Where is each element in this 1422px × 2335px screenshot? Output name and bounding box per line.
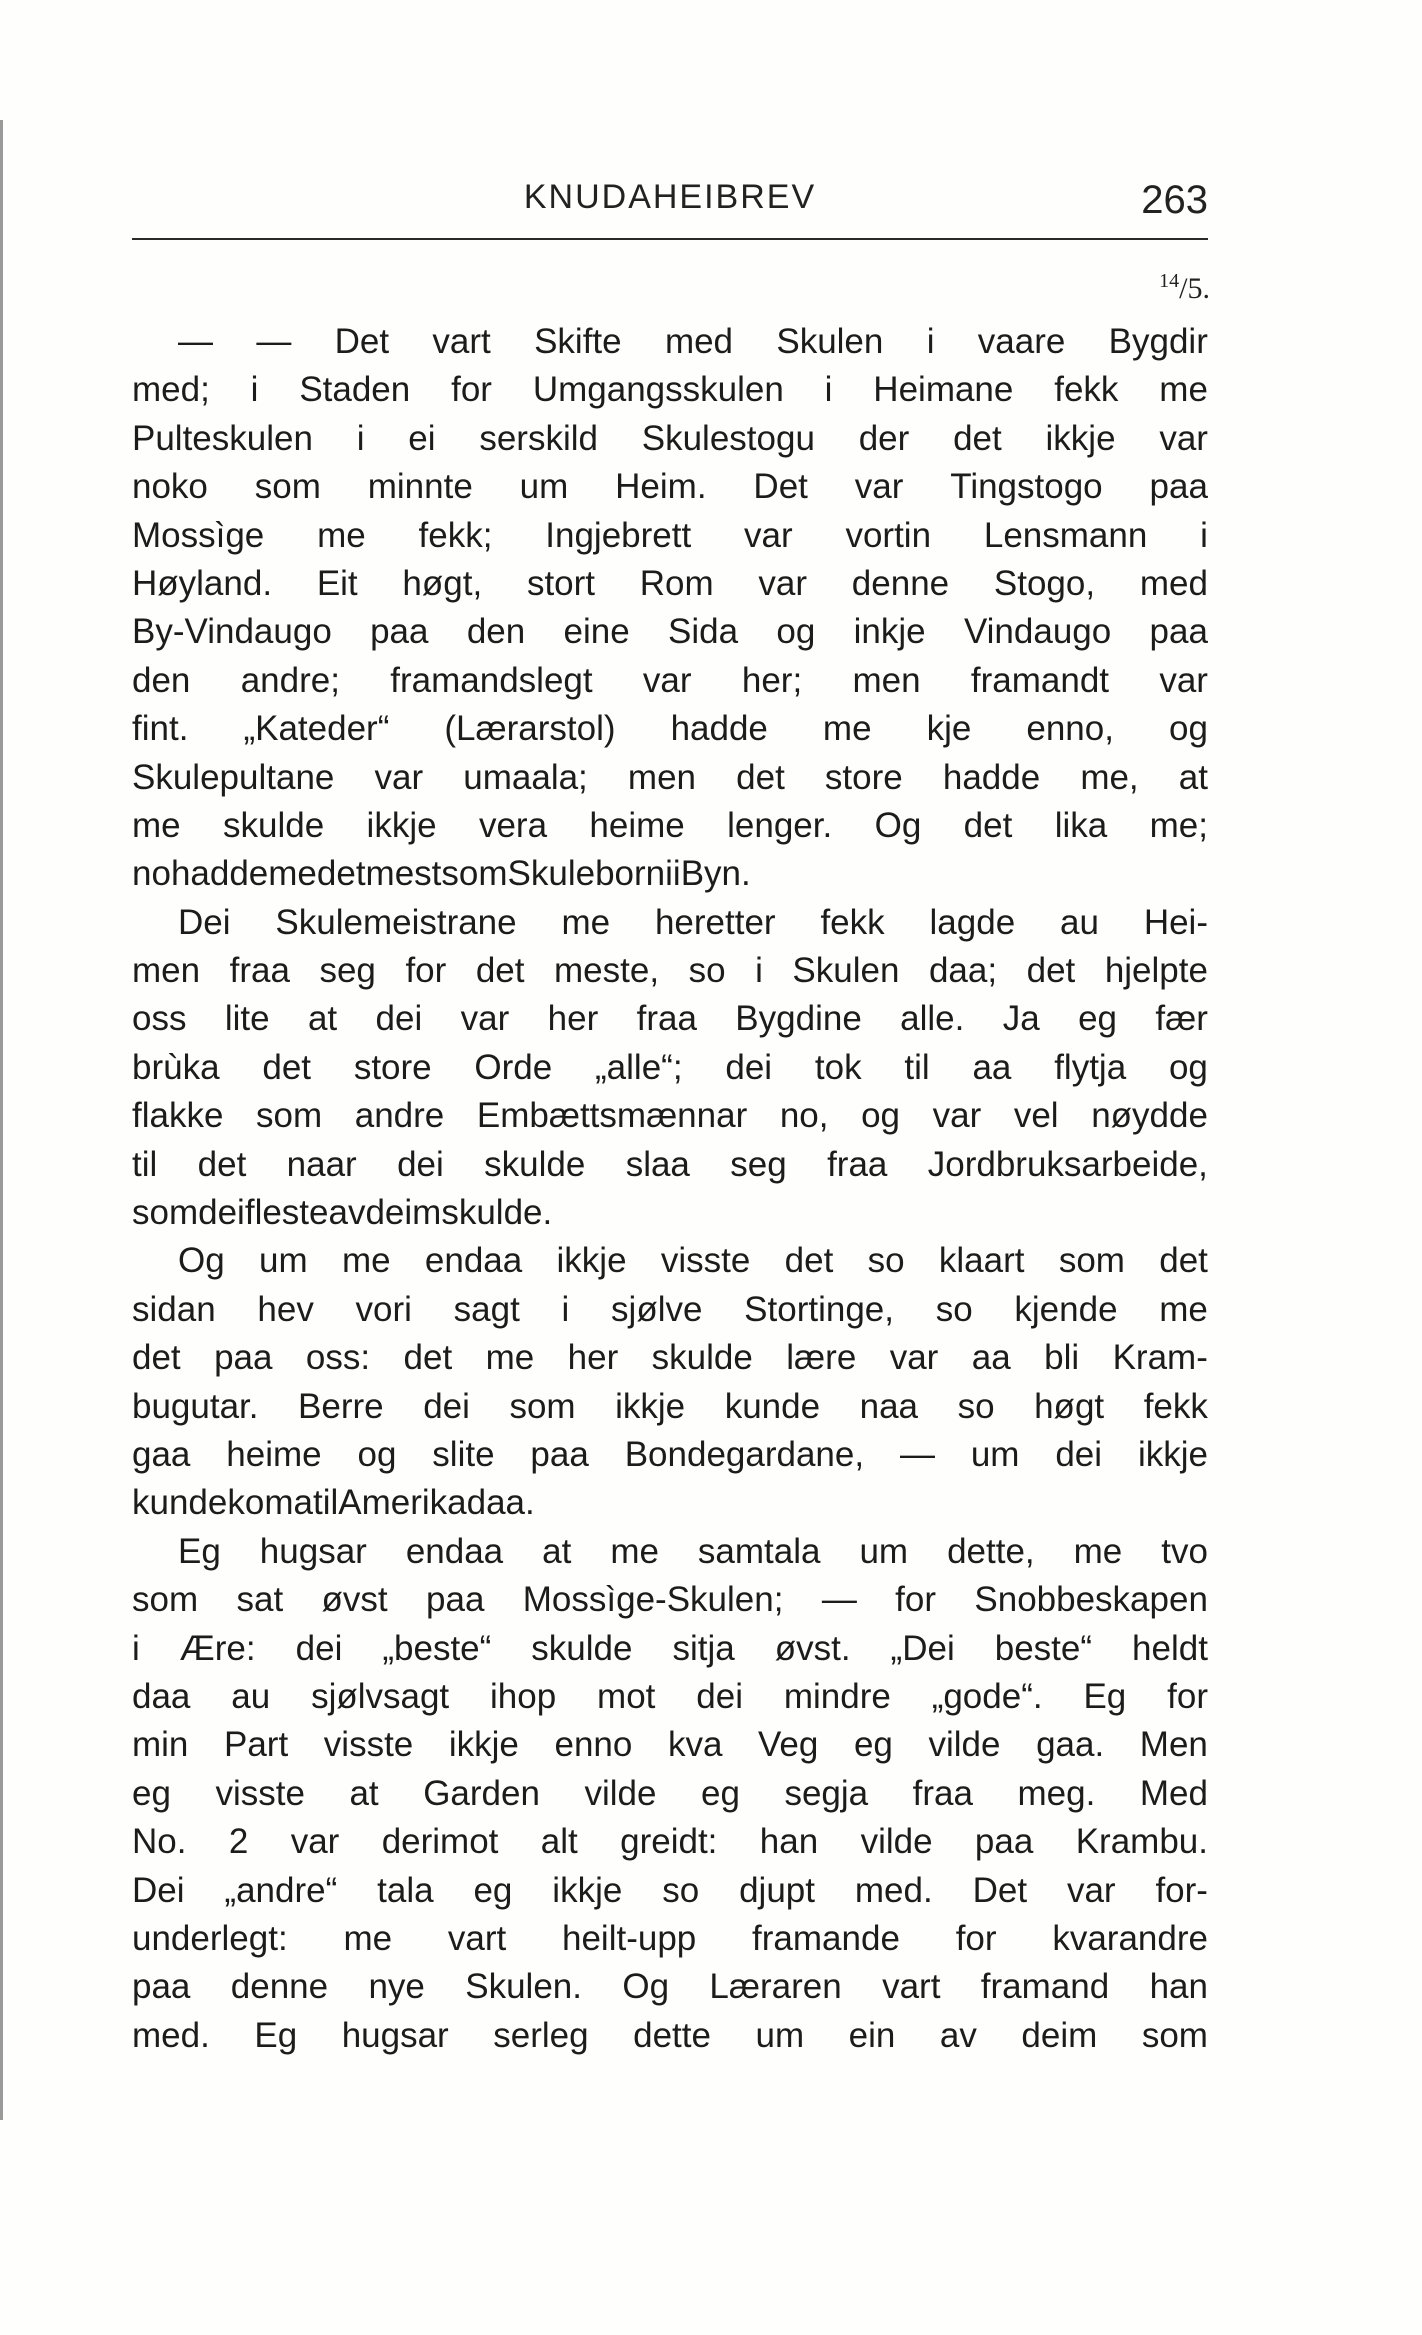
text-line: No. 2 var derimot alt greidt: han vilde paa Krambu. xyxy=(132,1822,1208,1862)
body-text xyxy=(132,318,1208,2060)
text-line: eg visste at Garden vilde eg segja fraa meg. Med xyxy=(132,1773,1208,1813)
text-line: det paa oss: det me her skulde lære var aa bli Kram- xyxy=(132,1338,1208,1378)
text-line: paa denne nye Skulen. Og Læraren vart framand han xyxy=(132,1967,1208,2007)
text-line: flakke som andre Embættsmænnar no, og var vel nøydde xyxy=(132,1096,1208,1136)
text-line: Skulepultane var umaala; men det store hadde me, at xyxy=(132,757,1208,797)
text-line: brùka det store Orde „alle“; dei tok til aa flytja og xyxy=(132,1047,1208,1087)
text-line: som dei fleste av deim skulde. xyxy=(132,1193,553,1233)
text-line: med. Eg hugsar serleg dette um ein av deim som xyxy=(132,2015,1208,2055)
text-line: Mossìge me fekk; Ingjebrett var vortin Lensmann i xyxy=(132,515,1208,555)
running-head: KNUDAHEIBREV xyxy=(523,178,817,216)
text-line: kunde koma til Amerika daa. xyxy=(132,1483,535,1523)
date-day: 14 xyxy=(1159,270,1180,292)
date-month: /5. xyxy=(1179,272,1210,305)
text-line: men fraa seg for det meste, so i Skulen daa; det hjelpte xyxy=(132,951,1208,991)
text-line: Pulteskulen i ei serskild Skulestogu der det ikkje var xyxy=(132,418,1208,458)
text-line: med; i Staden for Umgangsskulen i Heimane fekk me xyxy=(132,370,1208,410)
page-number: 263 xyxy=(1141,178,1208,222)
text-line: — — Det vart Skifte med Skulen i vaare Bygdir xyxy=(178,322,1208,361)
text-line: min Part visste ikkje enno kva Veg eg vilde gaa. Men xyxy=(132,1725,1208,1765)
text-line: bugutar. Berre dei som ikkje kunde naa so høgt fekk xyxy=(132,1386,1208,1426)
text-line: til det naar dei skulde slaa seg fraa Jordbruksarbeide, xyxy=(132,1144,1208,1184)
text-line: som sat øvst paa Mossìge-Skulen; — for Snobbeskapen xyxy=(132,1580,1208,1620)
text-line: Og um me endaa ikkje visste det so klaart som det xyxy=(178,1241,1208,1281)
page-edge-shadow xyxy=(0,120,3,2120)
text-line: Dei „andre“ tala eg ikkje so djupt med. Det var for- xyxy=(132,1870,1208,1910)
text-line: daa au sjølvsagt ihop mot dei mindre „gode“. Eg for xyxy=(132,1676,1208,1716)
text-line: den andre; framandslegt var her; men framandt var xyxy=(132,660,1208,700)
text-line: oss lite at dei var her fraa Bygdine alle. Ja eg fær xyxy=(132,999,1208,1039)
text-line: Høyland. Eit høgt, stort Rom var denne Stogo, med xyxy=(132,563,1208,603)
date-mark xyxy=(1159,270,1210,306)
text-line: fint. „Kateder“ (Lærarstol) hadde me kje enno, og xyxy=(132,709,1208,749)
page-header xyxy=(132,178,1208,238)
text-line: me skulde ikkje vera heime lenger. Og det lika me; xyxy=(132,805,1208,845)
text-line: Dei Skulemeistrane me heretter fekk lagde au Hei- xyxy=(178,902,1208,942)
text-line: gaa heime og slite paa Bondegardane, — um dei ikkje xyxy=(132,1434,1208,1474)
text-line: noko som minnte um Heim. Det var Tingstogo paa xyxy=(132,467,1208,507)
text-line: no hadde me det mest som Skuleborni i Byn. xyxy=(132,854,751,894)
text-line: By-Vindaugo paa den eine Sida og inkje Vindaugo paa xyxy=(132,612,1208,652)
header-rule xyxy=(132,238,1208,240)
text-line: i Ære: dei „beste“ skulde sitja øvst. „Dei beste“ heldt xyxy=(132,1628,1208,1668)
text-line: sidan hev vori sagt i sjølve Stortinge, so kjende me xyxy=(132,1289,1208,1329)
text-line: Eg hugsar endaa at me samtala um dette, me tvo xyxy=(178,1531,1208,1571)
text-line: underlegt: me vart heilt-upp framande for kvarandre xyxy=(132,1918,1208,1958)
